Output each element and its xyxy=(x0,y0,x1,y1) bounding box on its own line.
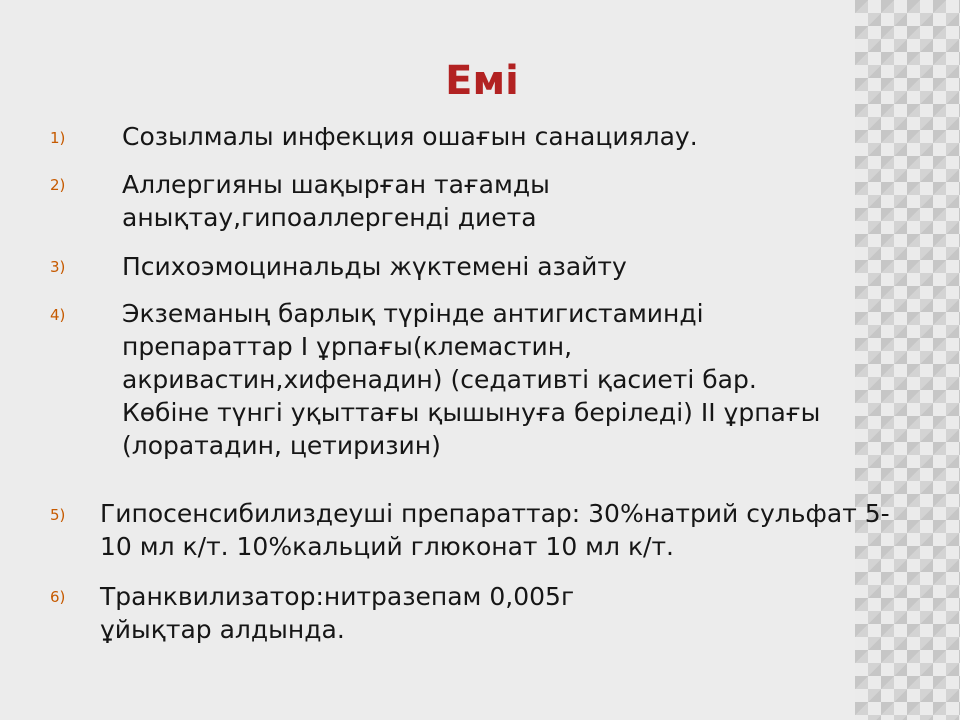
list-item-5-text: Гипосенсибилиздеуші препараттар: 30%натрий сульфат 5-10 мл к/т. 10%кальций глюконат 10 мл к/т. xyxy=(100,499,890,561)
list-item-1-number: 1) xyxy=(50,129,66,147)
decorative-side-pattern xyxy=(855,0,960,720)
list-item-6-number: 6) xyxy=(50,588,66,606)
list-item-2-text: Аллергияны шақырған тағамды анықтау,гипоаллергенді диета xyxy=(122,170,550,232)
list-item-1-text: Созылмалы инфекция ошағын санациялау. xyxy=(122,122,698,151)
list-item-4-number: 4) xyxy=(50,306,66,324)
list-item-3-number: 3) xyxy=(50,258,66,276)
list-item-2-number: 2) xyxy=(50,176,66,194)
list-item-3-text: Психоэмоцинальды жүктемені азайту xyxy=(122,252,627,281)
list-item-5-number: 5) xyxy=(50,506,66,524)
list-item-4-text: Экземаның барлық түрінде антигистаминді препараттар І ұрпағы(клемастин, акривастин,хифенадин) (седативті қасиеті бар. Көбіне түнгі уқыттағы қышынуға беріледі) ІІ ұрпағы (лоратадин, цетиризин) xyxy=(122,299,821,460)
slide-title: Емі xyxy=(445,58,519,104)
list-item-6-text: Транквилизатор:нитразепам 0,005г ұйықтар алдында. xyxy=(100,582,575,644)
